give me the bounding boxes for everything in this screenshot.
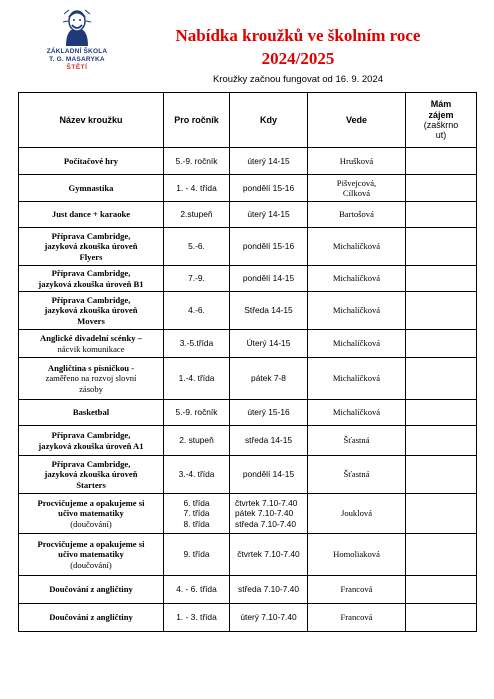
- cell-line: 4.-6.: [188, 305, 205, 316]
- cell-line: středa 14-15: [244, 435, 293, 446]
- cell-line: Šťastná: [343, 435, 370, 446]
- interest-checkbox-cell[interactable]: [406, 400, 477, 426]
- table-row: [19, 534, 477, 576]
- page-title: Nabídka kroužků ve školním roce: [175, 26, 421, 45]
- club-leader: [308, 228, 406, 266]
- table-row: [19, 604, 477, 632]
- club-name: [19, 426, 164, 456]
- cell-line: úterý 14-15: [247, 155, 290, 166]
- club-name: [19, 292, 164, 330]
- club-time: [230, 175, 308, 202]
- interest-checkbox-cell[interactable]: [406, 228, 477, 266]
- cell-line: Michalíčková: [332, 241, 381, 252]
- table-row: [19, 292, 477, 330]
- cell-line: 5.-6.: [188, 241, 205, 252]
- cell-line: úterý 7.10-7.40: [240, 612, 297, 623]
- club-name: [19, 228, 164, 266]
- interest-checkbox-cell[interactable]: [406, 426, 477, 456]
- club-grade: [164, 426, 230, 456]
- interest-checkbox-cell[interactable]: [406, 202, 477, 228]
- club-name: [19, 330, 164, 358]
- table-row: [19, 494, 477, 534]
- cell-line: Šťastná: [343, 469, 370, 480]
- club-grade: [164, 576, 230, 604]
- cell-line: Just dance + karaoke: [51, 209, 131, 220]
- cell-line: Michalíčková: [332, 305, 381, 316]
- table-row: [19, 426, 477, 456]
- club-grade: [164, 266, 230, 292]
- interest-checkbox-cell[interactable]: [406, 456, 477, 494]
- cell-line: učivo matematiky: [58, 508, 124, 519]
- cell-line: 9. třída: [183, 549, 210, 560]
- club-name: [19, 534, 164, 576]
- club-time: [230, 604, 308, 632]
- club-grade: [164, 202, 230, 228]
- club-name: [19, 400, 164, 426]
- club-grade: [164, 175, 230, 202]
- club-leader: [308, 292, 406, 330]
- cell-line: pondělí 14-15: [242, 469, 295, 480]
- club-grade: [164, 494, 230, 534]
- table-row: [19, 266, 477, 292]
- cell-line: Homoliaková: [333, 549, 380, 560]
- club-name: [19, 358, 164, 400]
- cell-line: Starters: [76, 479, 106, 490]
- club-time: [230, 148, 308, 175]
- cell-line: Flyers: [79, 251, 103, 262]
- club-leader: [308, 266, 406, 292]
- cell-line: 1. - 3. třída: [176, 612, 217, 623]
- school-logo: [36, 6, 118, 72]
- interest-checkbox-cell[interactable]: [406, 148, 477, 175]
- club-grade: [164, 400, 230, 426]
- table-row: [19, 175, 477, 202]
- cell-line: čtvrtek 7.10-7.40: [235, 497, 298, 508]
- cell-line: jazyková zkouška úroveň: [44, 469, 138, 480]
- header-interest: [406, 93, 477, 148]
- cell-line: Angličtina s písničkou -: [47, 362, 135, 373]
- cell-line: Procvičujeme a opakujeme si: [37, 497, 145, 508]
- interest-checkbox-cell[interactable]: [406, 604, 477, 632]
- club-name: [19, 202, 164, 228]
- cell-line: jazyková zkouška úroveň: [44, 305, 138, 316]
- cell-line: Doučování z angličtiny: [49, 584, 133, 595]
- club-leader: [308, 400, 406, 426]
- cell-line: učivo matematiky: [58, 549, 124, 560]
- header-grade: Pro ročník: [164, 93, 230, 148]
- cell-line: Cílková: [342, 188, 371, 198]
- club-name: [19, 604, 164, 632]
- cell-line: Michalíčková: [332, 338, 381, 349]
- table-row: [19, 576, 477, 604]
- club-leader: [308, 330, 406, 358]
- cell-line: úterý 14-15: [247, 209, 290, 220]
- interest-checkbox-cell[interactable]: [406, 358, 477, 400]
- cell-line: úterý 15-16: [247, 407, 290, 418]
- cell-line: jazyková zkouška úroveň: [44, 241, 138, 252]
- club-grade: [164, 358, 230, 400]
- table-header-row: [19, 93, 477, 148]
- page-title-year: 2024/2025: [261, 49, 335, 68]
- cell-line: Počítačové hry: [63, 155, 119, 166]
- club-leader: [308, 576, 406, 604]
- cell-line: 4. - 6. třída: [176, 584, 217, 595]
- interest-checkbox-cell[interactable]: [406, 576, 477, 604]
- club-time: [230, 228, 308, 266]
- cell-line: jazyková zkouška úroveň B1: [38, 278, 144, 289]
- club-time: [230, 266, 308, 292]
- cell-line: 8. třída: [183, 518, 210, 529]
- school-town: ŠTĚTÍ: [66, 64, 88, 71]
- cell-line: 5.-9. ročník: [175, 407, 218, 418]
- cell-line: (doučování): [70, 559, 112, 570]
- club-name: [19, 266, 164, 292]
- school-name-line1: ZÁKLADNÍ ŠKOLA: [46, 48, 108, 55]
- club-grade: [164, 148, 230, 175]
- cell-line: 2.stupeň: [180, 209, 213, 220]
- table-row: [19, 202, 477, 228]
- cell-line: 7. třída: [183, 508, 210, 519]
- table-row: [19, 400, 477, 426]
- cell-line: nácvik komunikace: [57, 343, 125, 354]
- cell-line: Příprava Cambridge,: [51, 458, 131, 469]
- start-date-note: Kroužky začnou fungovat od 16. 9. 2024: [212, 74, 384, 85]
- cell-line: Anglické divadelní scénky –: [40, 333, 142, 344]
- club-leader: [308, 426, 406, 456]
- club-time: [230, 456, 308, 494]
- interest-checkbox-cell[interactable]: [406, 292, 477, 330]
- cell-line: Pišvejcová,: [336, 177, 377, 188]
- cell-line: 1. - 4. třída: [176, 182, 217, 193]
- cell-line: Bartošová: [339, 209, 374, 220]
- club-time: [230, 534, 308, 576]
- cell-line: Příprava Cambridge,: [51, 294, 131, 305]
- table-row: [19, 456, 477, 494]
- school-name-line2: T. G. MASARYKA: [49, 56, 105, 63]
- cell-line: 7.-9.: [188, 273, 205, 284]
- cell-line: Středa 14-15: [244, 305, 293, 316]
- header-interest-line: Mám: [430, 99, 452, 110]
- cell-line: Úterý 14-15: [246, 338, 291, 349]
- club-name: [19, 175, 164, 202]
- cell-line: Movers: [77, 315, 105, 326]
- interest-checkbox-cell[interactable]: [406, 266, 477, 292]
- club-leader: [308, 202, 406, 228]
- cell-line: pátek 7-8: [251, 373, 286, 384]
- cell-line: 3.-5.třída: [179, 338, 214, 349]
- club-grade: [164, 292, 230, 330]
- club-name: [19, 456, 164, 494]
- club-time: [230, 292, 308, 330]
- cell-line: (doučování): [70, 518, 112, 529]
- club-time: [230, 330, 308, 358]
- cell-line: 3.-4. třída: [178, 469, 215, 480]
- interest-checkbox-cell[interactable]: [406, 494, 477, 534]
- cell-line: Jouklová: [340, 508, 373, 519]
- cell-line: pondělí 15-16: [242, 241, 295, 252]
- cell-line: zásoby: [79, 383, 103, 394]
- header-interest-line: ut): [435, 130, 447, 141]
- club-name: [19, 576, 164, 604]
- cell-line: Příprava Cambridge,: [51, 230, 131, 241]
- header-name: Název kroužku: [19, 93, 164, 148]
- club-leader: [308, 175, 406, 202]
- cell-line: Basketbal: [72, 407, 110, 418]
- club-name: [19, 494, 164, 534]
- club-grade: [164, 534, 230, 576]
- cell-line: Příprava Cambridge,: [51, 268, 131, 279]
- cell-line: Doučování z angličtiny: [49, 612, 133, 623]
- header-interest-line: (zaškrno: [423, 120, 459, 130]
- club-name: [19, 148, 164, 175]
- cell-line: čtvrtek 7.10-7.40: [237, 549, 300, 560]
- cell-line: Hrušková: [339, 155, 374, 166]
- club-leader: [308, 148, 406, 175]
- club-leader: [308, 494, 406, 534]
- cell-line: 2. stupeň: [179, 435, 214, 446]
- cell-line: Gymnastika: [68, 182, 114, 193]
- club-time: [230, 400, 308, 426]
- cell-line: pátek 7.10-7.40: [235, 508, 294, 519]
- club-time: [230, 358, 308, 400]
- cell-line: zaměřeno na rozvoj slovní: [45, 373, 137, 384]
- table-row: [19, 330, 477, 358]
- cell-line: 1.-4. třída: [178, 373, 215, 384]
- cell-line: Francová: [340, 612, 373, 623]
- club-time: [230, 494, 308, 534]
- club-leader: [308, 604, 406, 632]
- interest-checkbox-cell[interactable]: [406, 330, 477, 358]
- header-interest-line: zájem: [428, 109, 454, 120]
- header-when: Kdy: [230, 93, 308, 148]
- cell-line: středa 7.10-7.40: [238, 584, 299, 595]
- cell-line: 5.-9. ročník: [175, 155, 218, 166]
- cell-line: Francová: [340, 584, 373, 595]
- header-leader: Vede: [308, 93, 406, 148]
- club-leader: [308, 358, 406, 400]
- cell-line: Procvičujeme a opakujeme si: [37, 538, 145, 549]
- cell-line: jazyková zkouška úroveň A1: [38, 440, 144, 451]
- table-row: [19, 358, 477, 400]
- club-grade: [164, 228, 230, 266]
- club-time: [230, 426, 308, 456]
- club-grade: [164, 456, 230, 494]
- club-grade: [164, 330, 230, 358]
- table-row: [19, 228, 477, 266]
- interest-checkbox-cell[interactable]: [406, 534, 477, 576]
- table-row: [19, 148, 477, 175]
- masaryk-portrait-icon: [60, 6, 94, 48]
- cell-line: 6. třída: [183, 497, 210, 508]
- clubs-table: [18, 92, 477, 632]
- cell-line: Příprava Cambridge,: [51, 430, 131, 441]
- cell-line: Michalíčková: [332, 407, 381, 418]
- cell-line: středa 7.10-7.40: [235, 518, 296, 529]
- club-time: [230, 576, 308, 604]
- club-leader: [308, 534, 406, 576]
- cell-line: pondělí 14-15: [242, 273, 295, 284]
- cell-line: Michalíčková: [332, 273, 381, 284]
- interest-checkbox-cell[interactable]: [406, 175, 477, 202]
- club-grade: [164, 604, 230, 632]
- club-leader: [308, 456, 406, 494]
- cell-line: pondělí 15-16: [242, 182, 295, 193]
- club-time: [230, 202, 308, 228]
- cell-line: Michalíčková: [332, 373, 381, 384]
